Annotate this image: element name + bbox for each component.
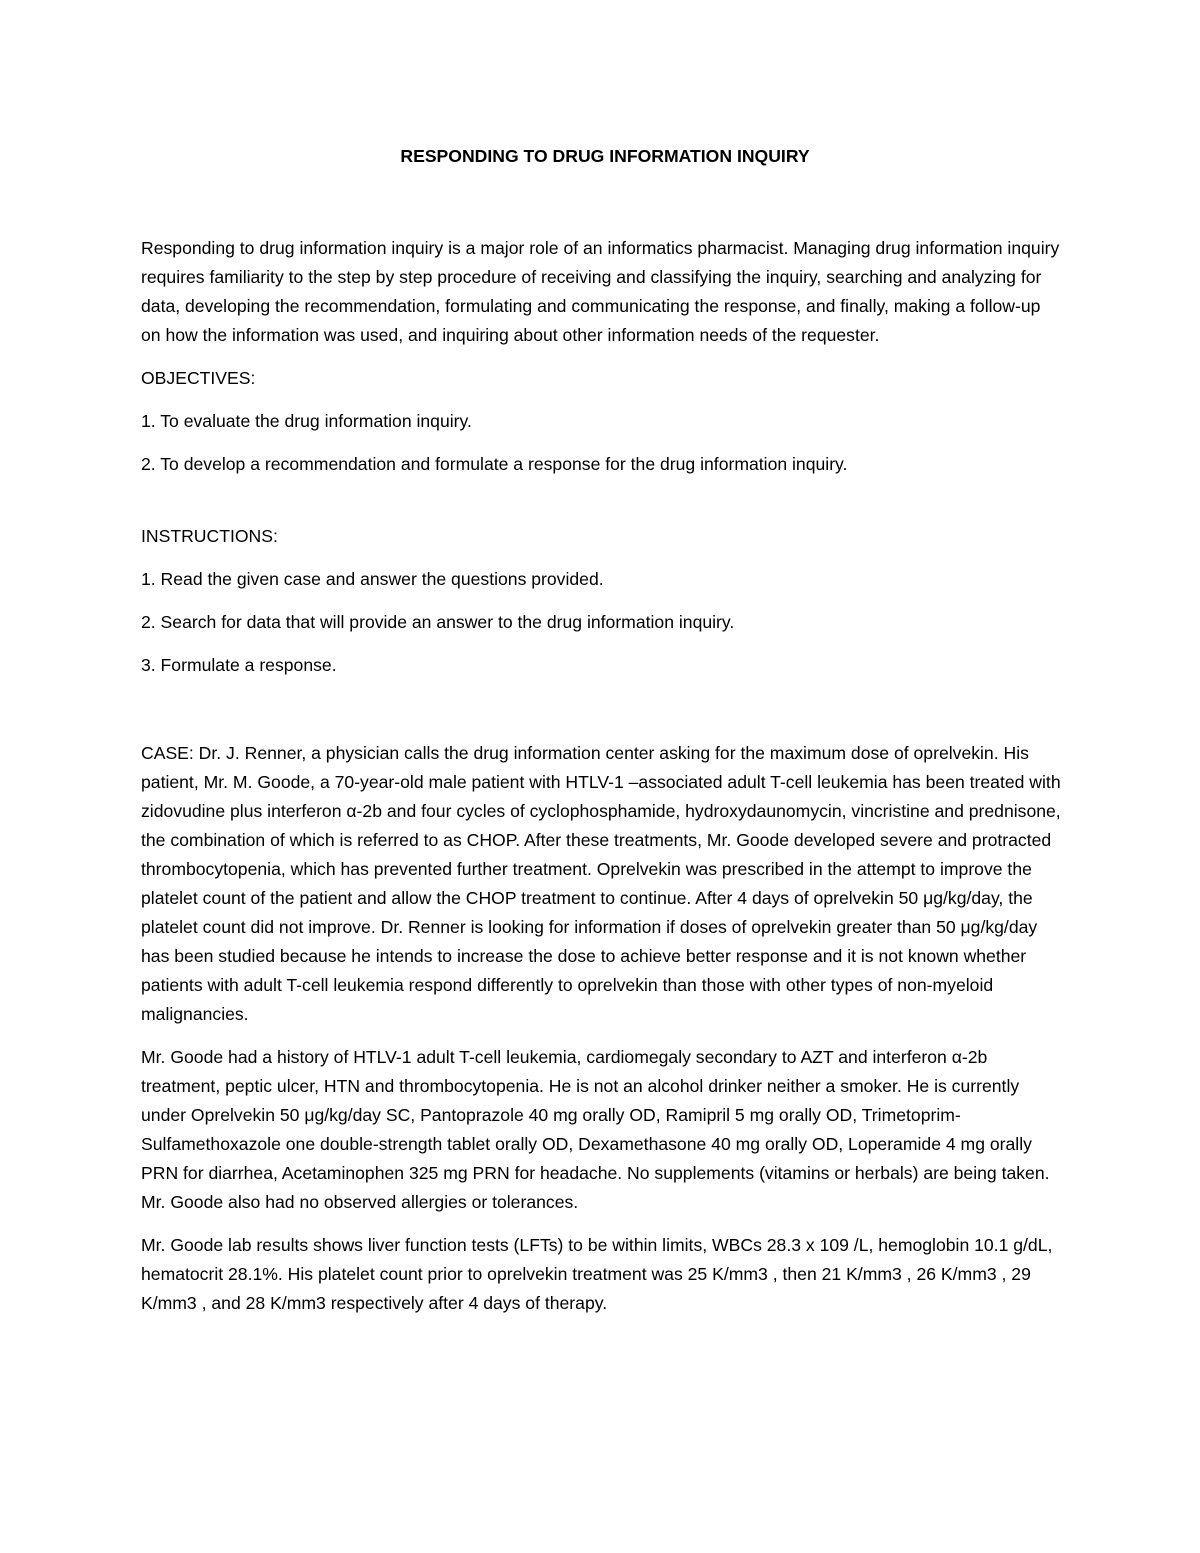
objective-item: 1. To evaluate the drug information inquiry. [141,411,472,431]
instruction-item: 1. Read the given case and answer the questions provided. [141,569,604,589]
labs-paragraph: Mr. Goode lab results shows liver function tests (LFTs) to be within limits, WBCs 28.3 x 109 /L, hemoglobin 10.1 g/dL, hematocrit 28.1%. His platelet count prior to oprelvekin treatment was 25 K/mm3 , then 21 K/mm3 , 26 K/mm3 , 29 K/mm3 , and 28 K/mm3 respectively after 4 days of therapy. [141,1235,1053,1313]
objectives-heading: OBJECTIVES: [141,368,256,388]
document-page [141,142,1061,1318]
instruction-item: 3. Formulate a response. [141,655,337,675]
instruction-item: 2. Search for data that will provide an answer to the drug information inquiry. [141,612,735,632]
case-paragraph: CASE: Dr. J. Renner, a physician calls the drug information center asking for the maximum dose of oprelvekin. His patient, Mr. M. Goode, a 70-year-old male patient with HTLV-1 –associated adult T-cell leukemia has been treated with zidovudine plus interferon α-2b and four cycles of cyclophosphamide, hydroxydaunomycin, vincristine and prednisone, the combination of which is referred to as CHOP. After these treatments, Mr. Goode developed severe and protracted thrombocytopenia, which has prevented further treatment. Oprelvekin was prescribed in the attempt to improve the platelet count of the patient and allow the CHOP treatment to continue. After 4 days of oprelvekin 50 μg/kg/day, the platelet count did not improve. Dr. Renner is looking for information if doses of oprelvekin greater than 50 μg/kg/day has been studied because he intends to increase the dose to achieve better response and it is not known whether patients with adult T-cell leukemia respond differently to oprelvekin than those with other types of non-myeloid malignancies. [141,743,1061,1024]
objective-item: 2. To develop a recommendation and formulate a response for the drug information inquiry. [141,454,848,474]
instructions-heading: INSTRUCTIONS: [141,526,278,546]
history-paragraph: Mr. Goode had a history of HTLV-1 adult T-cell leukemia, cardiomegaly secondary to AZT and interferon α-2b treatment, peptic ulcer, HTN and thrombocytopenia. He is not an alcohol drinker neither a smoker. He is currently under Oprelvekin 50 μg/kg/day SC, Pantoprazole 40 mg orally OD, Ramipril 5 mg orally OD, Trimetoprim-Sulfamethoxazole one double-strength tablet orally OD, Dexamethasone 40 mg orally OD, Loperamide 4 mg orally PRN for diarrhea, Acetaminophen 325 mg PRN for headache. No supplements (vitamins or herbals) are being taken. Mr. Goode also had no observed allergies or tolerances. [141,1047,1050,1212]
document-title: RESPONDING TO DRUG INFORMATION INQUIRY [400,146,810,166]
intro-paragraph: Responding to drug information inquiry is a major role of an informatics pharmacist. Managing drug information inquiry requires familiarity to the step by step procedure of receiving and classifying the inquiry, searching and analyzing for data, developing the recommendation, formulating and communicating the response, and finally, making a follow-up on how the information was used, and inquiring about other information needs of the requester. [141,238,1060,345]
